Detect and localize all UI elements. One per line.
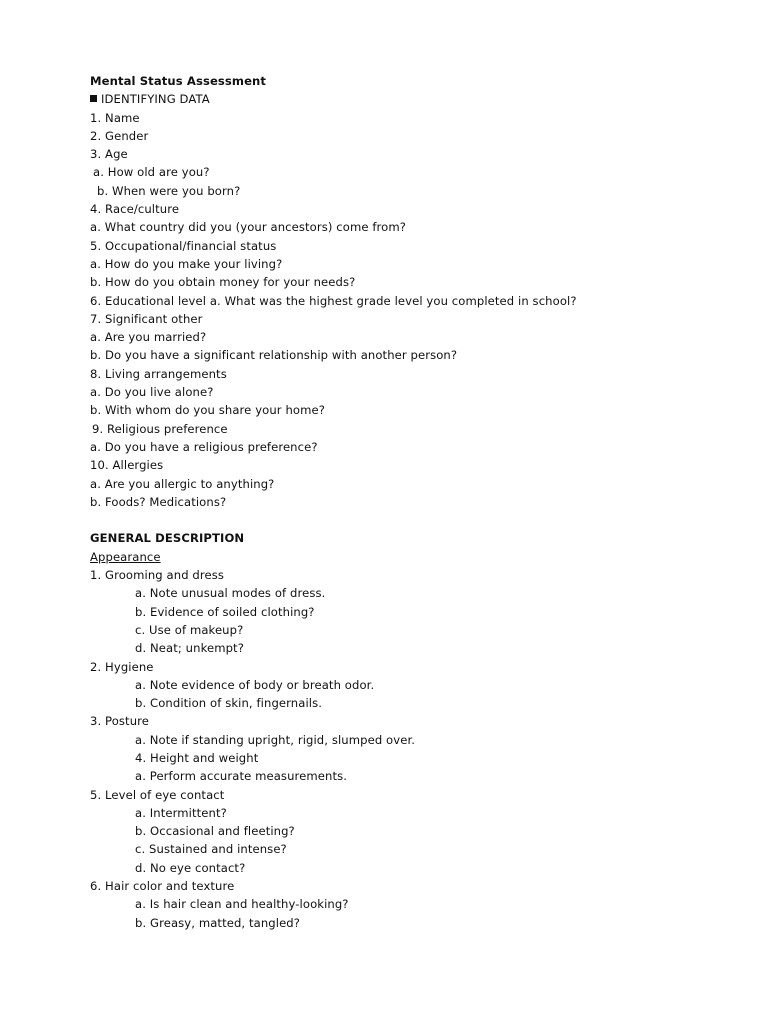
list-item: 3. Posture bbox=[90, 714, 149, 729]
section-heading-identifying-data: IDENTIFYING DATA bbox=[90, 90, 730, 108]
square-bullet-icon bbox=[90, 95, 97, 102]
list-item: a. Are you allergic to anything? bbox=[90, 476, 275, 491]
list-item: 3. Age bbox=[90, 147, 128, 162]
list-item: c. Sustained and intense? bbox=[135, 842, 287, 857]
list-item: b. Do you have a significant relationship with another person? bbox=[90, 348, 458, 363]
list-item: 5. Level of eye contact bbox=[90, 787, 225, 802]
list-item: b. Foods? Medications? bbox=[90, 494, 227, 509]
list-item: 2. Gender bbox=[90, 128, 149, 143]
list-item: 6. Hair color and texture bbox=[90, 879, 235, 894]
list-item: 8. Living arrangements bbox=[90, 366, 227, 381]
list-item: b. Evidence of soiled clothing? bbox=[135, 604, 315, 619]
list-item: a. Intermittent? bbox=[135, 805, 227, 820]
list-item: 4. Height and weight bbox=[135, 750, 259, 765]
list-item: a. Do you have a religious preference? bbox=[90, 439, 318, 454]
subheading-appearance: Appearance bbox=[90, 549, 161, 564]
list-item: b. Condition of skin, fingernails. bbox=[135, 696, 323, 711]
list-item: b. Greasy, matted, tangled? bbox=[135, 915, 301, 930]
list-item: b. How do you obtain money for your needs? bbox=[90, 275, 356, 290]
list-item: a. Do you live alone? bbox=[90, 385, 214, 400]
document-body bbox=[90, 72, 730, 932]
section-heading-general-description: GENERAL DESCRIPTION bbox=[90, 531, 245, 546]
list-item: a. Note unusual modes of dress. bbox=[135, 586, 326, 601]
list-item: a. What country did you (your ancestors) come from? bbox=[90, 220, 407, 235]
list-item: d. Neat; unkempt? bbox=[135, 641, 244, 656]
list-item: a. Note evidence of body or breath odor. bbox=[135, 677, 375, 692]
list-item: a. Are you married? bbox=[90, 330, 207, 345]
list-item: 1. Grooming and dress bbox=[90, 568, 225, 583]
list-item: c. Use of makeup? bbox=[135, 622, 244, 637]
list-item: 5. Occupational/financial status bbox=[90, 238, 277, 253]
list-item: a. How do you make your living? bbox=[90, 256, 283, 271]
document-title: Mental Status Assessment bbox=[90, 74, 267, 88]
section-gap bbox=[90, 511, 730, 529]
list-item: 1. Name bbox=[90, 110, 140, 125]
list-item: a. Is hair clean and healthy-looking? bbox=[135, 897, 349, 912]
list-item: 6. Educational level a. What was the highest grade level you completed in school? bbox=[90, 293, 577, 308]
list-item: a. Perform accurate measurements. bbox=[135, 769, 348, 784]
list-item: b. With whom do you share your home? bbox=[90, 403, 325, 418]
list-item: 10. Allergies bbox=[90, 458, 164, 473]
list-item: a. How old are you? bbox=[93, 165, 210, 180]
list-item: d. No eye contact? bbox=[135, 860, 246, 875]
list-item: 2. Hygiene bbox=[90, 659, 154, 674]
list-item: b. When were you born? bbox=[97, 183, 241, 198]
list-item: 4. Race/culture bbox=[90, 202, 180, 217]
list-item: b. Occasional and fleeting? bbox=[135, 824, 295, 839]
list-item: a. Note if standing upright, rigid, slumped over. bbox=[135, 732, 416, 747]
list-item: 7. Significant other bbox=[90, 311, 203, 326]
list-item: 9. Religious preference bbox=[92, 421, 228, 436]
